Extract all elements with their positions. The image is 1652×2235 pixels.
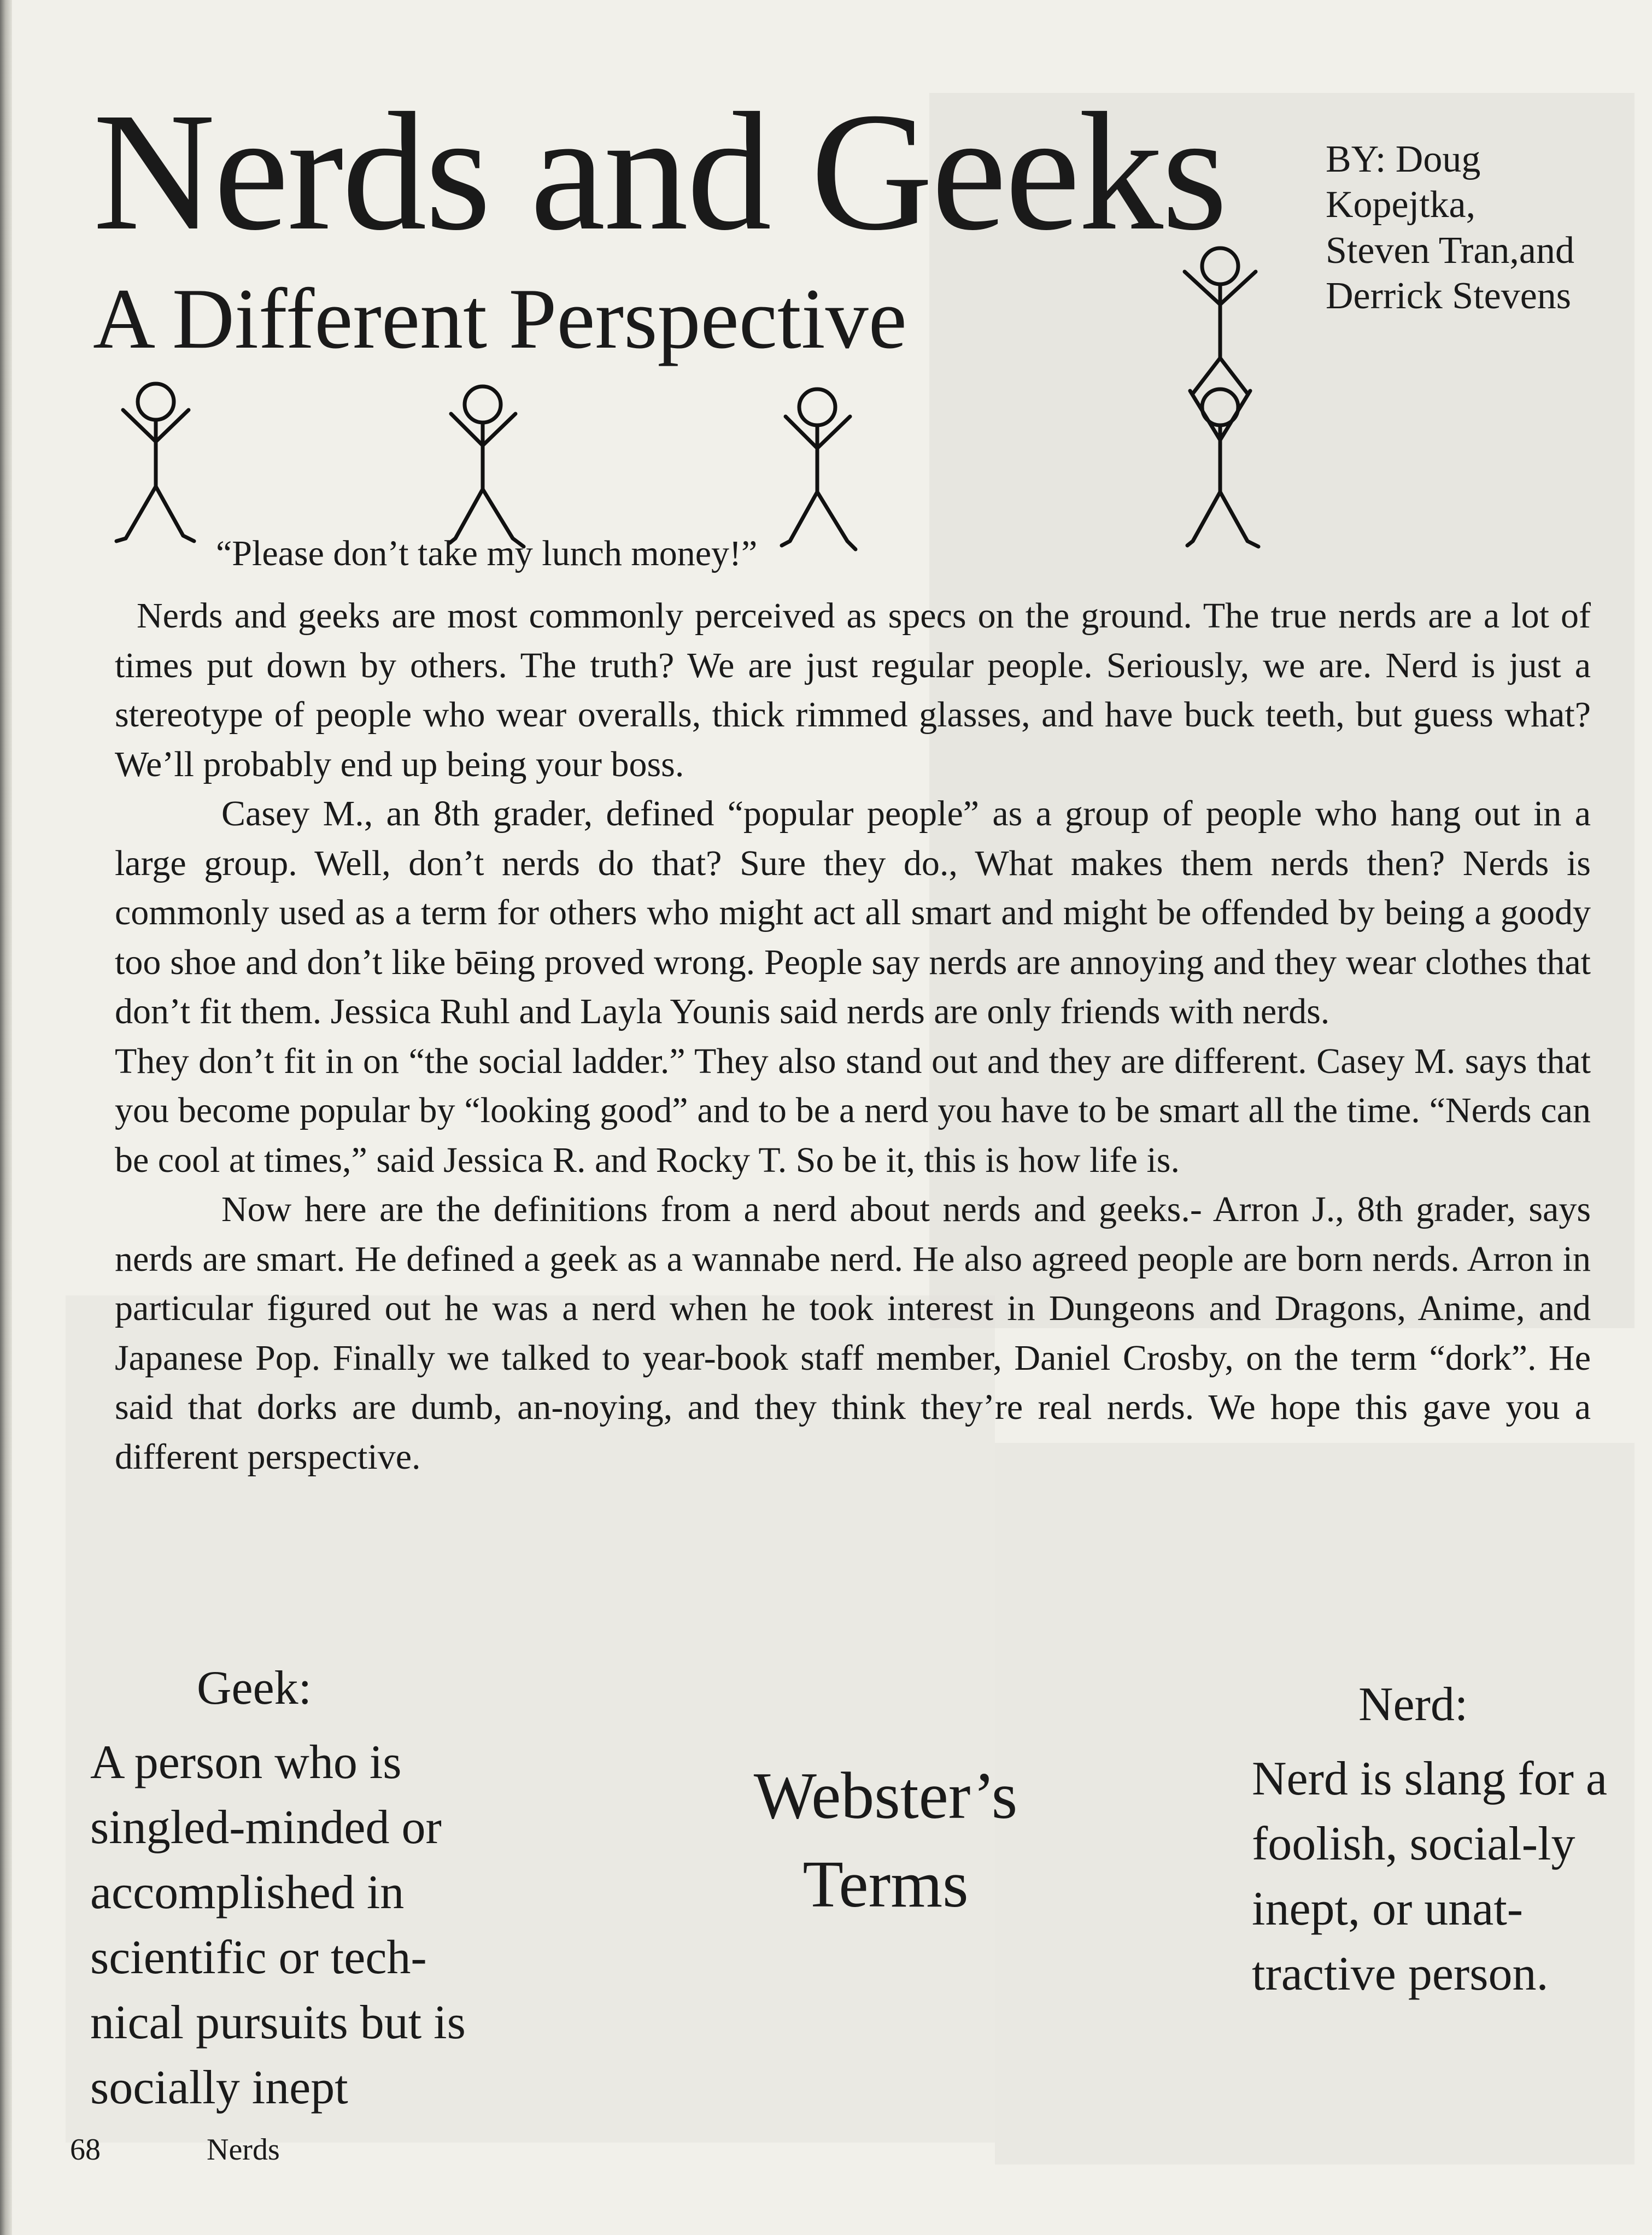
body-paragraph: They don’t fit in on “the social ladder.” They also stand out and they are different. Casey M. says that you become popular by “looking good” and to be a nerd you have to be smart all the time. “Nerds can be cool at times,” said Jessica R. and Rocky T. So be it, this is how life is. xyxy=(115,1041,1591,1180)
stacked-stick-figures-icon xyxy=(1160,243,1280,560)
byline-line: Kopejtka, xyxy=(1326,184,1476,226)
section-label: Nerds xyxy=(207,2133,280,2167)
nerd-heading: Nerd: xyxy=(1358,1678,1468,1731)
body-paragraph: Casey M., an 8th grader, defined “popular people” as a group of people who hang out in a large group. Well, don’t nerds do that? Sure they do., What makes them nerds then? Nerds is commonly used as a term for others who might act all smart and might be offended by being a goody too shoe and don’t like bēing proved wrong. People say nerds are annoying and they wear clothes that don’t fit them. Jessica Ruhl and Layla Younis said nerds are only friends with nerds. xyxy=(115,794,1591,1031)
body-paragraph: Now here are the definitions from a nerd about nerds and geeks.- Arron J., 8th grader, says nerds are smart. He defined a geek as a wannabe nerd. He also agreed people are born nerds. Arron in particular figured out he was a nerd when he took interest in Dungeons and Dragons, Anime, and Japanese Pop. Finally we talked to year-book staff member, Daniel Crosby, on the term “dork”. He said that dorks are dumb, an-noying, and they think they’re real nerds. We hope this gave you a different perspective. xyxy=(115,1189,1591,1477)
nerd-definition: Nerd is slang for a foolish, social-ly inept, or unat-tractive person. xyxy=(1252,1752,1608,2001)
page-number: 68 xyxy=(70,2133,101,2167)
byline-line: Steven Tran,and xyxy=(1326,229,1574,272)
stick-figure-icon xyxy=(101,377,210,552)
websters-terms-heading: Webster’s Terms xyxy=(753,1759,1018,1921)
stick-figure-icon xyxy=(428,380,537,555)
article-title: Nerds and Geeks xyxy=(93,78,1226,266)
geek-heading: Geek: xyxy=(197,1662,312,1715)
illustration-caption: “Please don’t take my lunch money!” xyxy=(216,533,758,573)
article-body xyxy=(115,591,1591,1482)
byline xyxy=(1326,137,1574,319)
geek-definition: A person who is singled-minded or accomplished in scientific or tech-nical pursuits but is socially inept xyxy=(90,1736,466,2114)
page-binding-edge xyxy=(0,0,12,2235)
body-paragraph: Nerds and geeks are most commonly perceived as specs on the ground. The true nerds are a lot of times put down by others. The truth? We are just regular people. Seriously, we are. Nerd is just a stereotype of people who wear overalls, thick rimmed glasses, and have buck teeth, but guess what? We’ll probably end up being your boss. xyxy=(115,596,1591,784)
byline-line: BY: Doug xyxy=(1326,138,1481,180)
byline-line: Derrick Stevens xyxy=(1326,274,1572,317)
article-subtitle: A Different Perspective xyxy=(93,271,907,367)
stick-figure-icon xyxy=(763,383,872,558)
